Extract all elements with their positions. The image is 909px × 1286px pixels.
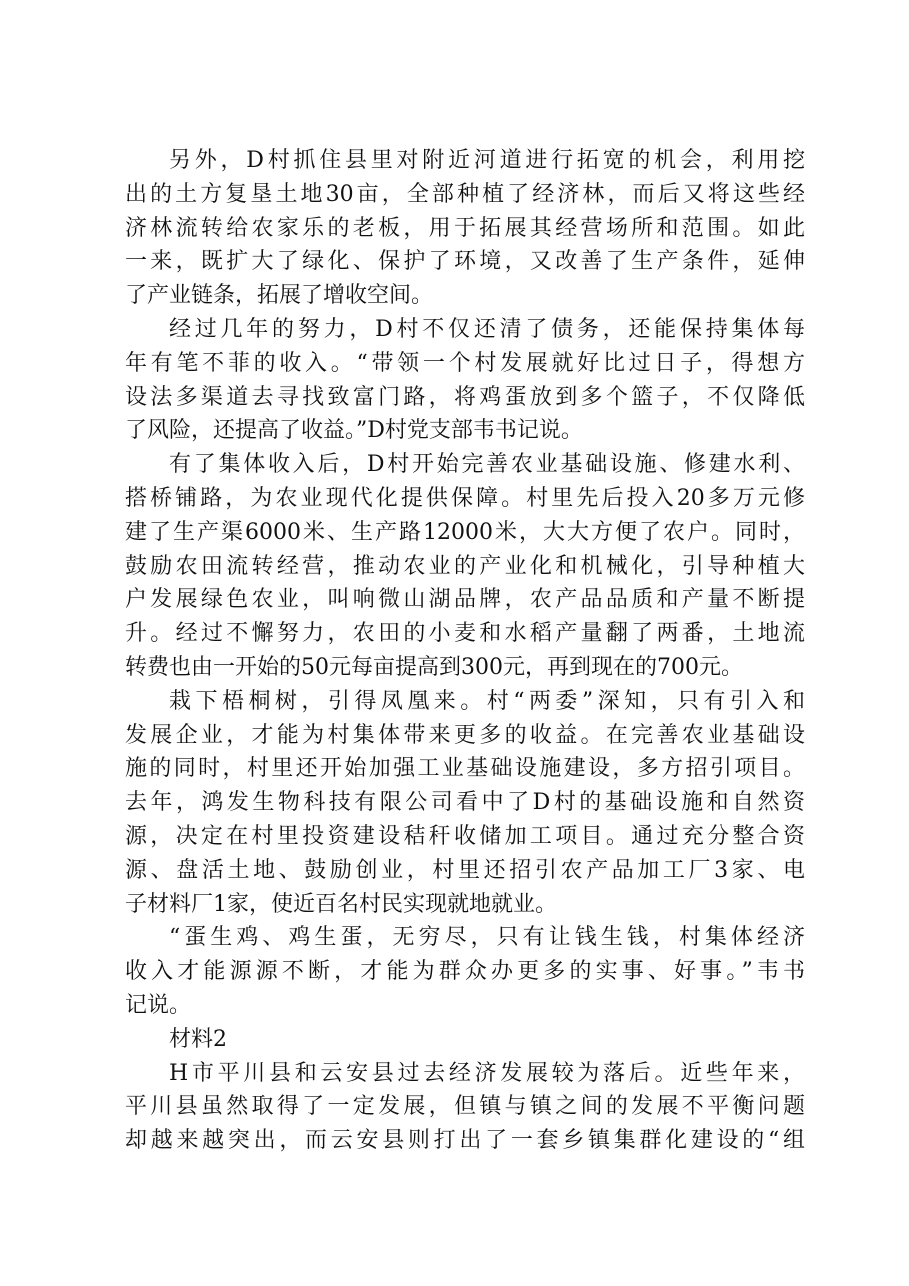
text-line: 发展企业，才能为村集体带来更多的收益。在完善农业基础设: [125, 722, 805, 748]
text-line: 记说。: [125, 992, 192, 1018]
text-line: 鼓励农田流转经营，推动农业的产业化和机械化，引导种植大: [125, 553, 805, 579]
text-line: 经过几年的努力，D村不仅还清了债务，还能保持集体每: [169, 316, 805, 342]
document-body: [125, 144, 805, 1158]
text-line: 济林流转给农家乐的老板，用于拓展其经营场所和范围。如此: [125, 215, 805, 241]
text-line: 有了集体收入后，D村开始完善农业基础设施、修建水利、: [169, 452, 805, 478]
text-line: 出的土方复垦土地30亩，全部种植了经济林，而后又将这些经: [125, 181, 805, 207]
text-line: 搭桥铺路，为农业现代化提供保障。村里先后投入20多万元修: [125, 485, 805, 511]
text-line: 平川县虽然取得了一定发展，但镇与镇之间的发展不平衡问题: [125, 1094, 805, 1120]
text-line: 施的同时，村里还开始加强工业基础设施建设，多方招引项目。: [125, 756, 805, 782]
text-line: 源、盘活土地、鼓励创业，村里还招引农产品加工厂3家、电: [125, 857, 805, 883]
text-line: 设法多渠道去寻找致富门路，将鸡蛋放到多个篮子，不仅降低: [125, 384, 805, 410]
text-line: 收入才能源源不断，才能为群众办更多的实事、好事。”韦书: [125, 959, 805, 985]
text-line: 转费也由一开始的50元每亩提高到300元，再到现在的700元。: [125, 654, 743, 680]
text-line: 一来，既扩大了绿化、保护了环境，又改善了生产条件，延伸: [125, 249, 805, 275]
text-line: 户发展绿色农业，叫响微山湖品牌，农产品品质和产量不断提: [125, 587, 805, 613]
section-heading: 材料2: [169, 1026, 227, 1052]
text-line: 栽下梧桐树，引得凤凰来。村“两委”深知，只有引入和: [169, 688, 805, 714]
text-line: H市平川县和云安县过去经济发展较为落后。近些年来，: [169, 1060, 805, 1086]
text-line: 升。经过不懈努力，农田的小麦和水稻产量翻了两番，土地流: [125, 621, 805, 647]
text-line: 子材料厂1家，使近百名村民实现就地就业。: [125, 891, 557, 917]
text-line: 去年，鸿发生物科技有限公司看中了D村的基础设施和自然资: [125, 790, 805, 816]
text-line: 建了生产渠6000米、生产路12000米，大大方便了农户。同时，: [125, 519, 805, 545]
text-line: 另外，D村抓住县里对附近河道进行拓宽的机会，利用挖: [169, 148, 805, 173]
text-line: 了风险，还提高了收益。”D村党支部韦书记说。: [125, 418, 583, 444]
text-line: 年有笔不菲的收入。“带领一个村发展就好比过日子，得想方: [125, 350, 805, 376]
text-line: 了产业链条，拓展了增收空间。: [125, 283, 434, 309]
text-line: 源，决定在村里投资建设秸秆收储加工项目。通过充分整合资: [125, 823, 805, 849]
text-line: 却越来越突出，而云安县则打出了一套乡镇集群化建设的“组: [125, 1128, 805, 1154]
text-line: “蛋生鸡、鸡生蛋，无穷尽，只有让钱生钱，村集体经济: [169, 925, 805, 951]
